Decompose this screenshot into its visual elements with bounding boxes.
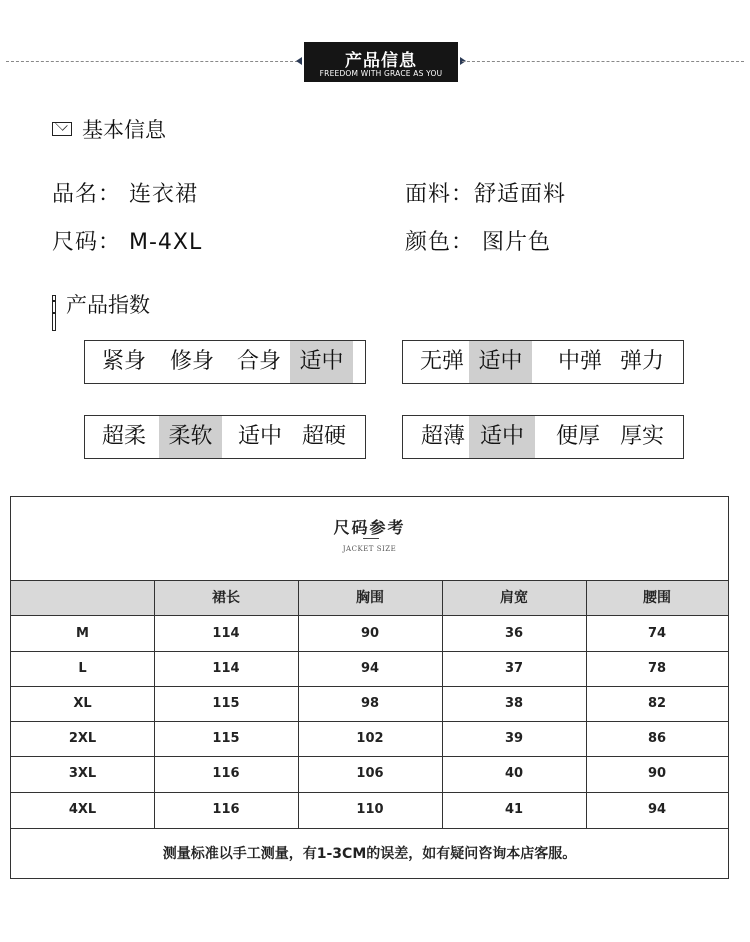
table-cell: 37	[504, 661, 524, 676]
table-cell: 40	[504, 766, 524, 781]
index-option-selected: 适中	[290, 341, 353, 383]
table-cell: 94	[360, 661, 380, 676]
table-cell: 94	[647, 802, 667, 817]
divider-right	[462, 61, 744, 62]
table-cell: 78	[647, 661, 667, 676]
table-cell: 4XL	[68, 802, 97, 817]
mail-icon	[52, 122, 72, 136]
triangle-left-icon	[296, 57, 302, 65]
table-cell: 110	[356, 802, 384, 817]
index-option-selected: 柔软	[159, 416, 222, 458]
size-table-subtitle: JACKET SIZE	[342, 545, 397, 553]
index-option: 厚实	[619, 424, 664, 449]
table-header-cell: 裙长	[212, 590, 240, 606]
index-option: 弹力	[619, 349, 664, 374]
grid-line	[11, 756, 728, 757]
table-cell: M	[76, 626, 89, 641]
index-box-fit	[84, 340, 366, 384]
grid-line	[11, 828, 728, 829]
index-option: 超柔	[101, 424, 146, 449]
table-header-cell: 肩宽	[500, 590, 528, 606]
product-index-heading	[52, 289, 150, 319]
table-cell: 102	[356, 731, 384, 746]
size-table-title: 尺码参考	[333, 518, 406, 537]
grid-line	[11, 792, 728, 793]
index-option: 无弹	[419, 349, 464, 374]
table-cell: XL	[73, 696, 92, 711]
table-header-cell: 腰围	[643, 590, 671, 606]
table-cell: 116	[212, 766, 240, 781]
index-box-thickness	[402, 415, 684, 459]
grid-line	[11, 686, 728, 687]
measurement-note: 测量标准以手工测量，有1-3CM的误差，如有疑问咨询本店客服。	[162, 846, 577, 862]
table-cell: 106	[356, 766, 384, 781]
index-option: 紧身	[101, 349, 146, 374]
section-banner	[304, 42, 458, 82]
table-cell: 39	[504, 731, 524, 746]
table-cell: 114	[212, 661, 240, 676]
table-cell: 114	[212, 626, 240, 641]
divider-left	[6, 61, 298, 62]
table-cell: 90	[360, 626, 380, 641]
table-header-row	[11, 580, 728, 616]
product-name: 品名： 连衣裙	[52, 182, 198, 207]
index-box-softness	[84, 415, 366, 459]
table-cell: 86	[647, 731, 667, 746]
table-cell: 2XL	[68, 731, 97, 746]
table-cell: 82	[647, 696, 667, 711]
banner-title: 产品信息	[345, 51, 417, 71]
table-cell: 115	[212, 696, 240, 711]
product-size: 尺码： M-4XL	[52, 230, 203, 255]
table-cell: 115	[212, 731, 240, 746]
table-cell: 74	[647, 626, 667, 641]
basic-info-heading	[52, 114, 166, 144]
table-header-cell	[11, 581, 154, 615]
title-divider	[363, 538, 379, 539]
table-cell: 36	[504, 626, 524, 641]
product-fabric: 面料：舒适面料	[405, 182, 567, 207]
index-option: 修身	[169, 349, 214, 374]
table-cell: 116	[212, 802, 240, 817]
grid-line	[11, 651, 728, 652]
bar-chart-icon	[52, 295, 56, 313]
basic-info-title: 基本信息	[82, 118, 166, 142]
table-cell: 90	[647, 766, 667, 781]
index-option-selected: 适中	[469, 341, 532, 383]
table-cell: 98	[360, 696, 380, 711]
index-option: 适中	[237, 424, 282, 449]
banner-subtitle: FREEDOM WITH GRACE AS YOU	[319, 69, 443, 78]
index-option-selected: 适中	[469, 416, 535, 458]
size-table	[10, 496, 729, 879]
table-cell: 3XL	[68, 766, 97, 781]
index-option: 便厚	[555, 424, 600, 449]
table-header-cell: 胸围	[356, 590, 384, 606]
product-index-title: 产品指数	[66, 293, 150, 317]
index-option: 超硬	[301, 424, 346, 449]
table-cell: 38	[504, 696, 524, 711]
grid-line	[11, 721, 728, 722]
index-option: 中弹	[557, 349, 602, 374]
product-color: 颜色： 图片色	[405, 230, 551, 255]
index-box-elasticity	[402, 340, 684, 384]
table-cell: 41	[504, 802, 524, 817]
table-cell: L	[78, 661, 87, 676]
index-option: 超薄	[420, 424, 465, 449]
index-option: 合身	[236, 349, 281, 374]
